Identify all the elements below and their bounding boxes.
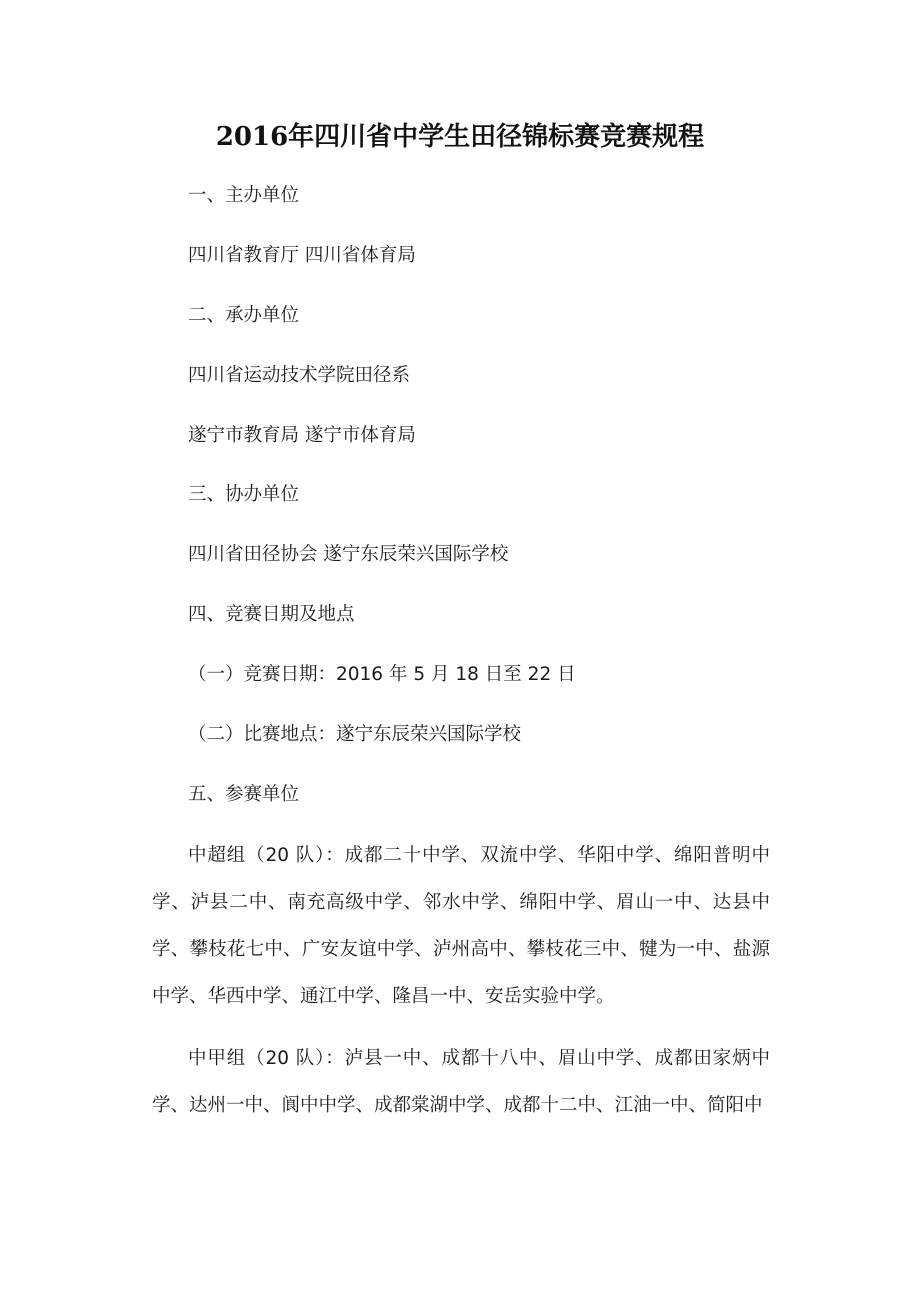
organizer-body: 四川省教育厅 四川省体育局: [188, 245, 416, 266]
coorganizer-body: 四川省田径协会 遂宁东辰荣兴国际学校: [188, 544, 509, 565]
coorganizer-heading: 三、协办单位: [188, 484, 300, 505]
group-super-paragraph: 中超组（20 队）：成都二十中学、双流中学、华阳中学、绵阳普明中学、泸县二中、南充高级中学、邻水中学、绵阳中学、眉山一中、达县中学、攀枝花七中、广安友谊中学、泸州高中、攀枝花三中、犍为一中、盐源中学、华西中学、通江中学、隆昌一中、安岳实验中学。: [152, 845, 770, 1007]
host-heading: 二、承办单位: [188, 305, 300, 326]
document-title: 2016年四川省中学生田径锦标赛竞赛规程: [215, 122, 705, 152]
date-place-heading: 四、竞赛日期及地点: [188, 604, 355, 625]
organizer-heading: 一、主办单位: [188, 185, 300, 206]
competition-date: （一）竞赛日期：2016 年 5 月 18 日至 22 日: [188, 664, 576, 685]
participants-heading: 五、参赛单位: [188, 784, 300, 805]
group-a-paragraph: 中甲组（20 队）：泸县一中、成都十八中、眉山中学、成都田家炳中学、达州一中、阆中中学、成都棠湖中学、成都十二中、江油一中、简阳中: [152, 1048, 770, 1116]
host-body-line-1: 四川省运动技术学院田径系: [188, 365, 411, 386]
competition-venue: （二）比赛地点：遂宁东辰荣兴国际学校: [188, 724, 522, 745]
host-body-line-2: 遂宁市教育局 遂宁市体育局: [188, 425, 416, 446]
